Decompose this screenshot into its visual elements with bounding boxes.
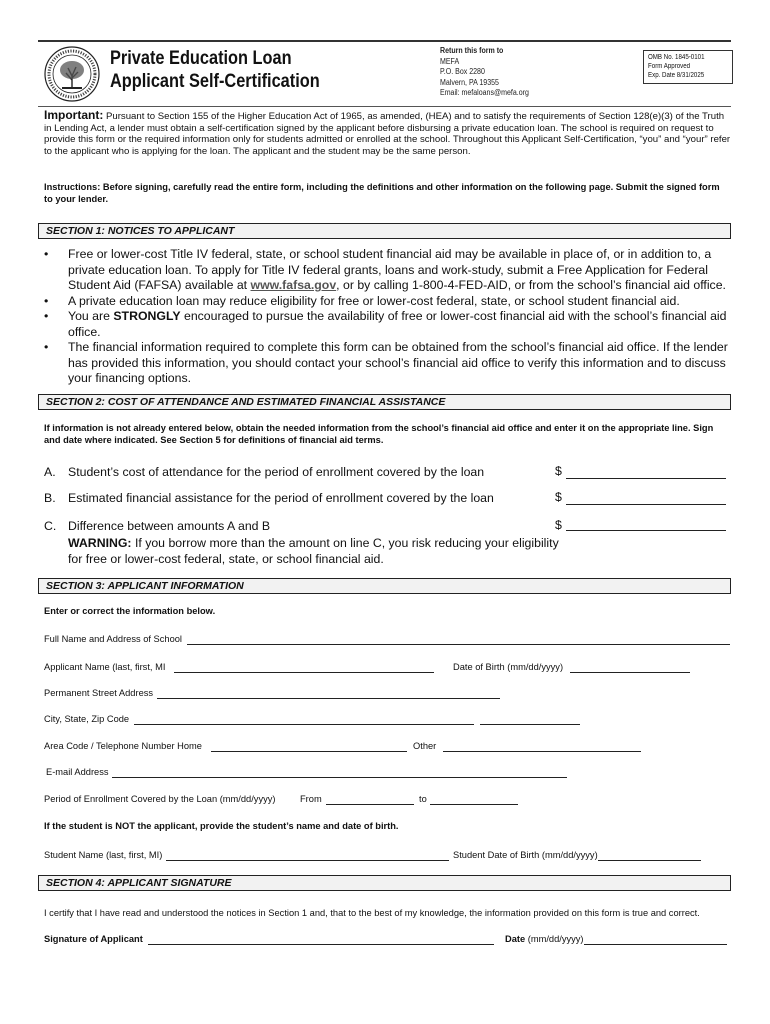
bullet: • — [44, 247, 49, 261]
period-from-label: From — [300, 794, 322, 804]
signature-label: Signature of Applicant — [44, 934, 143, 944]
student-name-field[interactable] — [166, 860, 449, 861]
row-a-letter: A. — [44, 465, 56, 479]
student-dob-label: Student Date of Birth (mm/dd/yyyy) — [453, 850, 598, 860]
return-address — [440, 46, 529, 99]
school-field[interactable] — [187, 644, 730, 645]
omb-approved: Form Approved — [648, 63, 691, 70]
notice-4-text: The financial information required to complete this form can be obtained from the school’s financial aid office. If the lender has provided this information, you should contact your school’s financial aid office to verify this information and to discuss your financing options. — [68, 340, 728, 385]
period-to-label: to — [419, 794, 427, 804]
row-c-letter: C. — [44, 519, 57, 533]
form-title-line2: Applicant Self-Certification — [110, 71, 320, 92]
return-line-org: MEFA — [440, 56, 460, 66]
dob-label: Date of Birth (mm/dd/yyyy) — [453, 662, 564, 672]
period-to-field[interactable] — [430, 804, 518, 805]
list-item — [44, 294, 734, 310]
omb-number: OMB No. 1845-0101 — [648, 54, 705, 61]
warning-lead: WARNING: — [68, 536, 132, 550]
date-format: (mm/dd/yyyy) — [525, 934, 584, 944]
street-field[interactable] — [157, 698, 500, 699]
section3-intro: Enter or correct the information below. — [44, 606, 216, 616]
section2-note: If information is not already entered below, obtain the needed information from the school’s financial aid office and enter it on the appropriate line. Sign and date where indicated. See Section 5 for definitions of financial aid terms. — [44, 423, 714, 445]
notice-1-tail: , or by calling 1-800-4-FED-AID, or from the school’s financial aid office. — [336, 278, 726, 292]
period-label: Period of Enrollment Covered by the Loan (mm/dd/yyyy) — [44, 794, 276, 804]
home-phone-field[interactable] — [211, 751, 407, 752]
warning-text — [68, 535, 559, 567]
applicant-name-label: Applicant Name (last, first, MI — [44, 662, 166, 672]
notice-3-tail: encouraged to pursue the availability of free or lower-cost financial aid with the school’s financial aid office. — [68, 309, 727, 339]
signature-date-label — [505, 934, 584, 945]
street-label: Permanent Street Address — [44, 688, 154, 698]
section4-heading: SECTION 4: APPLICANT SIGNATURE — [38, 875, 731, 891]
applicant-name-field[interactable] — [174, 672, 434, 673]
row-a-dollar: $ — [555, 464, 562, 478]
notice-3-text: You are — [68, 309, 114, 323]
financial-assistance-field[interactable] — [566, 504, 726, 505]
row-b-dollar: $ — [555, 490, 562, 504]
warning-line2: for free or lower-cost federal, state, or school financial aid. — [68, 552, 384, 566]
notice-2-text: A private education loan may reduce eligibility for free or lower-cost federal, state, or school student financial aid. — [68, 293, 680, 308]
important-lead: Important: — [44, 108, 104, 122]
student-dob-field[interactable] — [598, 860, 701, 861]
signature-date-field[interactable] — [584, 944, 727, 945]
bullet: • — [44, 293, 49, 308]
other-phone-field[interactable] — [443, 751, 641, 752]
student-name-label: Student Name (last, first, MI) — [44, 850, 163, 860]
important-paragraph — [44, 110, 734, 157]
form-title-line1: Private Education Loan — [110, 48, 292, 69]
certify-text: I certify that I have read and understood the notices in Section 1 and, that to the best of my knowledge, the information provided on this form is true and correct. — [44, 908, 700, 918]
omb-box — [643, 50, 733, 84]
list-item — [44, 340, 734, 387]
email-label: E-mail Address — [46, 767, 109, 777]
cost-of-attendance-field[interactable] — [566, 478, 726, 479]
section3-heading: SECTION 3: APPLICANT INFORMATION — [38, 578, 731, 594]
period-from-field[interactable] — [326, 804, 414, 805]
list-item — [44, 247, 734, 294]
row-b-letter: B. — [44, 491, 56, 505]
header-divider — [38, 106, 731, 107]
omb-expiry: Exp. Date 8/31/2025 — [648, 72, 705, 79]
email-field[interactable] — [112, 777, 567, 778]
student-note: If the student is NOT the applicant, provide the student’s name and date of birth. — [44, 821, 399, 831]
bullet: • — [44, 309, 49, 323]
signature-field[interactable] — [148, 944, 494, 945]
department-seal-icon — [44, 46, 100, 102]
notice-list — [44, 247, 734, 387]
instructions: Instructions: Before signing, carefully read the entire form, including the definitions and other information on the following page. Submit the signed form to your lender. — [44, 182, 720, 204]
difference-field[interactable] — [566, 530, 726, 531]
return-line-city: Malvern, PA 19355 — [440, 77, 499, 87]
fafsa-link[interactable]: www.fafsa.gov — [250, 278, 337, 292]
other-phone-label: Other — [413, 741, 437, 751]
notice-3-emphasis: STRONGLY — [113, 309, 181, 323]
date-word: Date — [505, 934, 526, 944]
return-label: Return this form to — [440, 46, 504, 55]
return-line-email: Email: mefaloans@mefa.org — [440, 88, 529, 97]
section2-heading: SECTION 2: COST OF ATTENDANCE AND ESTIMATED FINANCIAL ASSISTANCE — [38, 394, 731, 410]
section1-heading: SECTION 1: NOTICES TO APPLICANT — [38, 223, 731, 239]
notice-1-text: Free or lower-cost Title IV federal, state, or school student financial aid may be available in place of, or in addition to, a private education loan. To apply for Title IV federal grants, loans and work-study, submit a Free Application for Federal Student Aid (FAFSA) available at — [68, 247, 712, 292]
city-label: City, State, Zip Code — [44, 714, 130, 724]
warning-line1: If you borrow more than the amount on line C, you risk reducing your eligibility — [131, 536, 559, 550]
return-line-box: P.O. Box 2280 — [440, 67, 485, 76]
school-label: Full Name and Address of School — [44, 634, 182, 644]
dob-field[interactable] — [570, 672, 690, 673]
row-b-label: Estimated financial assistance for the period of enrollment covered by the loan — [68, 491, 494, 505]
important-text: Pursuant to Section 155 of the Higher Education Act of 1965, as amended, (HEA) and to satisfy the requirements of Section 128(e)(3) of the Truth in Lending Act, a lender must obtain a self-certification signed by the applicant before disbursing a private education loan. The school is required on request to provide this form or the required information only for students admitted or enrolled at the school. Throughout this Applicant Self-Certification, “you” and “your” refer to the applicant who is applying for the loan. The applicant and the student may be the same person. — [44, 111, 731, 157]
row-a-label: Student’s cost of attendance for the period of enrollment covered by the loan — [68, 465, 485, 479]
phone-label: Area Code / Telephone Number Home — [44, 741, 202, 751]
bullet: • — [44, 340, 49, 354]
row-c-dollar: $ — [555, 518, 562, 532]
row-c-label: Difference between amounts A and B — [68, 519, 271, 533]
top-rule — [38, 40, 731, 42]
zip-field[interactable] — [480, 724, 580, 725]
city-state-field[interactable] — [134, 724, 474, 725]
list-item — [44, 309, 734, 340]
